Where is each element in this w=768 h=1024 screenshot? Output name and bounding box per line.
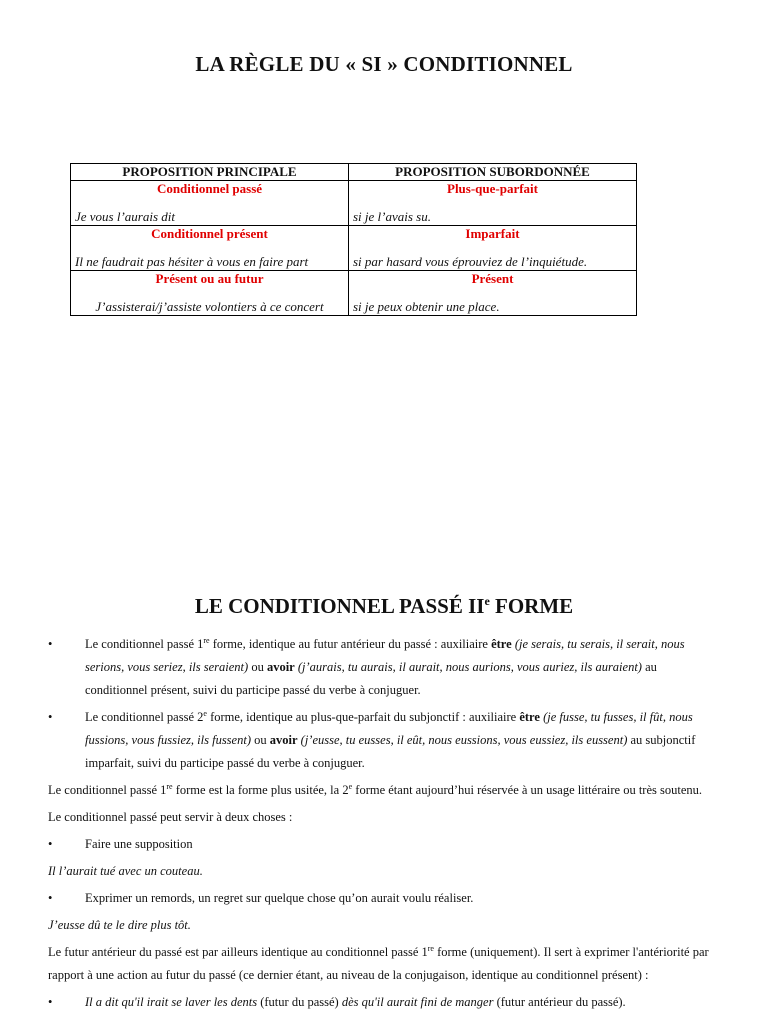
text: Le conditionnel passé 2 (85, 710, 204, 724)
italic-example: dès qu'il aurait fini de manger (341, 995, 494, 1009)
bullet-item-regret (48, 887, 718, 910)
text: au subjonctif imparfait, suivi du participe passé du verbe à conjuguer. (85, 733, 696, 770)
page-title: LA RÈGLE DU « SI » CONDITIONNEL (195, 52, 573, 76)
superscript: re (166, 781, 173, 791)
section-title-superscript: e (484, 594, 490, 608)
italic-conjugation: (je serais, tu serais, il serait, nous serions, vous seriez, ils seraient) (85, 637, 685, 674)
example-text: Je vous l’aurais dit (75, 209, 176, 224)
table-cell (349, 181, 637, 226)
text: forme, identique au plus-que-parfait du subjonctif : auxiliaire (206, 710, 520, 724)
table-cell (71, 226, 349, 271)
italic-conjugation: (j’eusse, tu eusses, il eût, nous eussions, vous eussiez, ils eussent) (297, 733, 628, 747)
bullet-icon: • (48, 637, 53, 651)
text: forme étant aujourd’hui réservée à un usage littéraire ou très soutenu. (352, 783, 703, 797)
tense-label: Imparfait (465, 226, 520, 241)
text: Faire une supposition (85, 837, 193, 851)
example-text: si par hasard vous éprouviez de l’inquiétude. (353, 254, 588, 269)
text: Le conditionnel passé 1 (85, 637, 204, 651)
bold-term: avoir (269, 733, 298, 747)
superscript: re (427, 943, 434, 953)
text: au conditionnel présent, suivi du participe passé du verbe à conjuguer. (85, 660, 657, 697)
tense-label: Conditionnel passé (156, 181, 263, 196)
text: ou (248, 660, 267, 674)
italic-example: J’eusse dû te le dire plus tôt. (48, 918, 191, 932)
bold-term: être (519, 710, 540, 724)
italic-conjugation: (j’aurais, tu aurais, il aurait, nous aurions, vous auriez, ils auraient) (294, 660, 642, 674)
italic-example: Il l’aurait tué avec un couteau. (48, 864, 203, 878)
paragraph-usage (48, 779, 718, 802)
bullet-item-second-form (48, 706, 718, 775)
si-conditional-table (70, 163, 637, 316)
bullet-icon: • (48, 995, 53, 1009)
paragraph-futur-anterieur (48, 941, 718, 987)
text: Le futur antérieur du passé est par ailleurs identique au conditionnel passé 1 (48, 945, 428, 959)
text: forme, identique au futur antérieur du passé : auxiliaire (209, 637, 492, 651)
text: (futur antérieur du passé). (493, 995, 626, 1009)
text: Exprimer un remords, un regret sur quelque chose qu’on aurait voulu réaliser. (85, 891, 474, 905)
superscript: e (203, 708, 207, 718)
tense-label: Conditionnel présent (151, 226, 268, 241)
example-sentence (48, 860, 718, 883)
table-cell (349, 226, 637, 271)
header-main-clause: PROPOSITION PRINCIPALE (71, 164, 349, 181)
paragraph-purposes: Le conditionnel passé peut servir à deux choses : (48, 810, 293, 824)
example-sentence (48, 914, 718, 937)
bullet-icon: • (48, 710, 53, 724)
table-row (71, 181, 637, 226)
bold-term: être (491, 637, 512, 651)
table-header-row (71, 164, 637, 181)
text: Le conditionnel passé 1 (48, 783, 167, 797)
table-cell (71, 271, 349, 316)
section-title (0, 594, 768, 619)
italic-conjugation: (je fusse, tu fusses, il fût, nous fussions, vous fussiez, ils fussent) (85, 710, 693, 747)
section-title-text: LE CONDITIONNEL PASSÉ II (194, 594, 485, 618)
bullet-icon: • (48, 891, 53, 905)
bullet-item-first-form (48, 633, 718, 702)
table-cell (71, 181, 349, 226)
text: forme (uniquement). Il sert à exprimer l'antériorité par rapport à une action au futur du passé (ce dernier étant, au niveau de la conjugaison, identique au conditionnel présent) : (48, 945, 709, 982)
tense-label: Présent ou au futur (155, 271, 264, 286)
bullet-item-supposition (48, 833, 718, 856)
text: (futur du passé) (257, 995, 342, 1009)
tense-label: Plus-que-parfait (447, 181, 538, 196)
superscript: re (203, 635, 210, 645)
example-text: J’assisterai/j’assiste volontiers à ce concert (95, 299, 324, 314)
bold-term: avoir (266, 660, 295, 674)
example-text: si je l’avais su. (353, 209, 431, 224)
table-row (71, 226, 637, 271)
text: ou (251, 733, 270, 747)
text: forme est la forme plus usitée, la 2 (172, 783, 349, 797)
bullet-item-example (48, 991, 718, 1014)
header-subordinate-clause: PROPOSITION SUBORDONNÉE (349, 164, 637, 181)
italic-example: Il a dit qu'il irait se laver les dents (85, 995, 258, 1009)
table-cell (349, 271, 637, 316)
table-row (71, 271, 637, 316)
example-text: Il ne faudrait pas hésiter à vous en faire part (75, 254, 309, 269)
section-body (48, 633, 718, 1018)
superscript: e (348, 781, 353, 791)
bullet-icon: • (48, 837, 53, 851)
example-text: si je peux obtenir une place. (353, 299, 500, 314)
tense-label: Présent (471, 271, 514, 286)
section-title-suffix: FORME (489, 594, 574, 618)
